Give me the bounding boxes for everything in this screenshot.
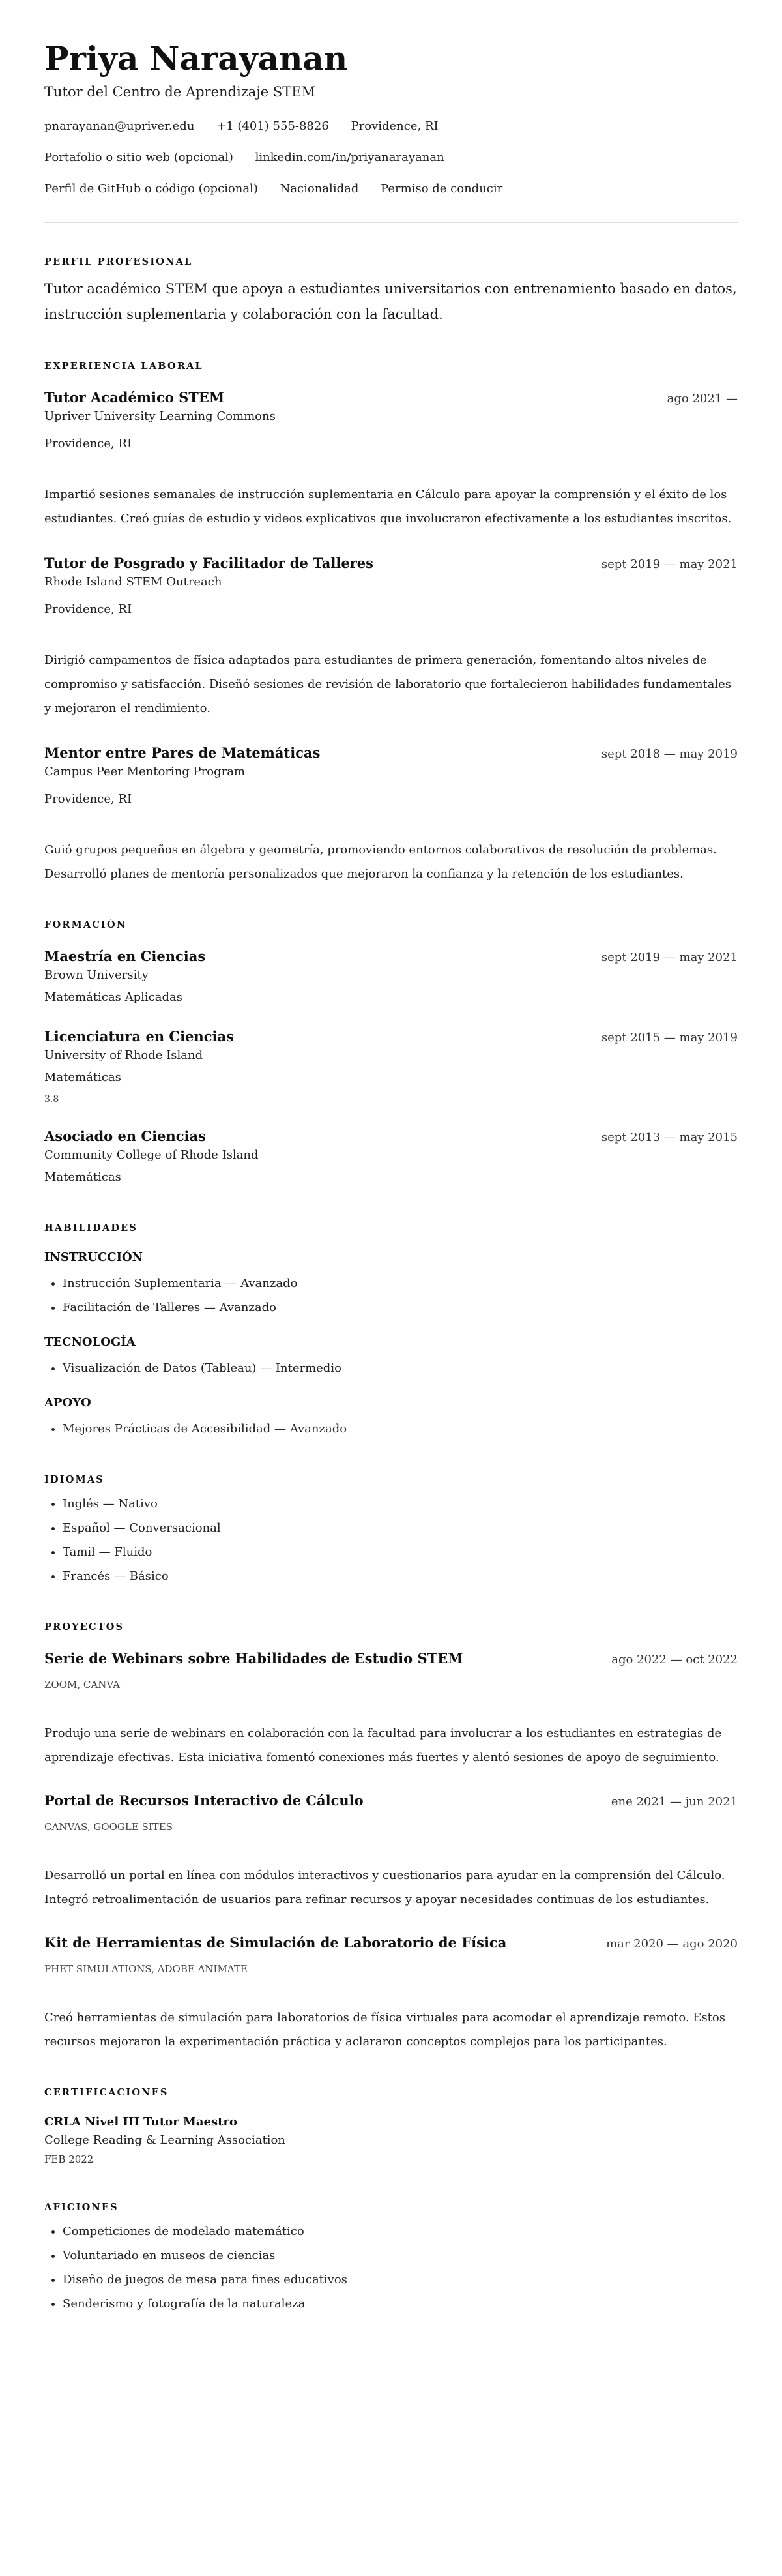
summary-section: [44, 256, 738, 327]
portfolio-link[interactable]: Portafolio o sitio web (opcional): [44, 151, 233, 164]
cert-date: FEB 2022: [44, 2154, 94, 2165]
project-description: Desarrolló un portal en línea con módulos interactivos y cuestionarios para ayudar en la comprensión del Cálculo. Integró retroalimentación de usuarios para refinar recursos y apoyar necesidades continuas de los estudiantes.: [44, 1869, 725, 1906]
hobby-item: • Competiciones de modelado matemático: [63, 2219, 738, 2243]
job-title: Tutor de Posgrado y Facilitador de Talleres: [44, 555, 373, 571]
degree-title: Licenciatura en Ciencias: [44, 1028, 234, 1044]
job-title: Mentor entre Pares de Matemáticas: [44, 745, 321, 761]
phone-number[interactable]: +1 (401) 555-8826: [216, 119, 329, 133]
skill-item: • Mejores Prácticas de Accesibilidad — Avanzado: [63, 1417, 738, 1441]
nationality: Nacionalidad: [280, 182, 359, 196]
school-name: University of Rhode Island: [44, 1048, 203, 1062]
degree-header: [44, 1028, 738, 1046]
degree-title: Maestría en Ciencias: [44, 948, 206, 964]
skill-list: [44, 1417, 738, 1441]
project-technologies: ZOOM, CANVA: [44, 1679, 120, 1691]
project-header: [44, 1934, 738, 1952]
skill-category: INSTRUCCIÓN: [44, 1251, 143, 1264]
project-technologies: CANVAS, GOOGLE SITES: [44, 1821, 173, 1833]
language-item: • Inglés — Nativo: [63, 1492, 738, 1516]
job-dates: sept 2018 — may 2019: [601, 747, 738, 761]
degree-title: Asociado en Ciencias: [44, 1128, 206, 1144]
project-dates: ago 2022 — oct 2022: [611, 1653, 738, 1666]
project-entry: [44, 1934, 738, 2054]
job-header: [44, 744, 738, 762]
hobby-item: • Diseño de juegos de mesa para fines educativos: [63, 2268, 738, 2292]
section-heading: CERTIFICACIONES: [44, 2087, 169, 2098]
job-title: Tutor Académico STEM: [44, 389, 225, 406]
degree-header: [44, 1127, 738, 1146]
contact-row: [44, 181, 738, 197]
degree-dates: sept 2019 — may 2021: [601, 951, 738, 964]
field-of-study: Matemáticas Aplicadas: [44, 990, 182, 1004]
resume-header: [44, 38, 738, 197]
job-company: Rhode Island STEM Outreach: [44, 575, 222, 589]
education-section: [44, 919, 738, 1189]
skill-item: • Facilitación de Talleres — Avanzado: [63, 1295, 738, 1320]
languages-list: [44, 1492, 738, 1588]
degree-dates: sept 2015 — may 2019: [601, 1031, 738, 1044]
language-item: • Tamil — Fluido: [63, 1540, 738, 1564]
language-item: • Español — Conversacional: [63, 1516, 738, 1540]
candidate-title: Tutor del Centro de Aprendizaje STEM: [44, 84, 316, 100]
job-entry: [44, 389, 738, 531]
job-company: Upriver University Learning Commons: [44, 409, 276, 423]
school-name: Community College of Rhode Island: [44, 1148, 259, 1162]
field-of-study: Matemáticas: [44, 1170, 121, 1184]
job-dates: sept 2019 — may 2021: [601, 557, 738, 571]
degree-header: [44, 947, 738, 966]
section-heading: AFICIONES: [44, 2202, 119, 2213]
job-entry: [44, 744, 738, 886]
project-title: Kit de Herramientas de Simulación de Laboratorio de Física: [44, 1934, 507, 1951]
hobby-item: • Voluntariado en museos de ciencias: [63, 2243, 738, 2268]
candidate-name: Priya Narayanan: [44, 39, 348, 78]
contact-row: [44, 150, 738, 166]
section-heading: PROYECTOS: [44, 1621, 124, 1633]
project-description: Produjo una serie de webinars en colaboración con la facultad para involucrar a los estudiantes en estrategias de aprendizaje efectivas. Esta iniciativa fomentó conexiones más fuertes y alentó sesiones de apoyo de seguimiento.: [44, 1726, 722, 1764]
school-name: Brown University: [44, 968, 149, 982]
section-heading: PERFIL PROFESIONAL: [44, 256, 193, 267]
projects-section: [44, 1621, 738, 2054]
project-header: [44, 1792, 738, 1810]
job-dates: ago 2021 —: [667, 392, 738, 406]
summary-text: Tutor académico STEM que apoya a estudiantes universitarios con entrenamiento basado en datos, instrucción suplementaria y colaboración con la facultad.: [44, 281, 737, 322]
header-divider: [44, 222, 738, 223]
cert-issuer: College Reading & Learning Association: [44, 2133, 285, 2147]
skill-list: [44, 1356, 738, 1380]
job-location: Providence, RI: [44, 602, 132, 616]
job-header: [44, 554, 738, 572]
job-company: Campus Peer Mentoring Program: [44, 765, 246, 778]
job-description: Dirigió campamentos de física adaptados para estudiantes de primera generación, fomentando altos niveles de compromiso y satisfacción. Diseñó sesiones de revisión de laboratorio que fortalecieron habilidades fundamentales y mejoraron el rendimiento.: [44, 653, 732, 715]
certifications-section: [44, 2086, 738, 2169]
experience-section: [44, 360, 738, 886]
project-technologies: PHET SIMULATIONS, ADOBE ANIMATE: [44, 1963, 248, 1975]
job-description: Impartió sesiones semanales de instrucción suplementaria en Cálculo para apoyar la comprensión y el éxito de los estudiantes. Creó guías de estudio y videos explicativos que involucraron efectivamente a los estudiantes inscritos.: [44, 488, 732, 526]
driving-license: Permiso de conducir: [381, 182, 503, 196]
hobbies-list: [44, 2219, 738, 2316]
education-entry: [44, 947, 738, 1009]
cert-title: CRLA Nivel III Tutor Maestro: [44, 2115, 237, 2129]
job-description: Guió grupos pequeños en álgebra y geometría, promoviendo entornos colaborativos de resolución de problemas. Desarrolló planes de mentoría personalizados que mejoraron la confianza y la retención de los estudiantes.: [44, 843, 717, 881]
skill-category: TECNOLOGÍA: [44, 1335, 136, 1349]
languages-section: [44, 1473, 738, 1588]
language-item: • Francés — Básico: [63, 1564, 738, 1588]
project-dates: mar 2020 — ago 2020: [606, 1937, 738, 1951]
skill-list: [44, 1271, 738, 1320]
skill-item: • Instrucción Suplementaria — Avanzado: [63, 1271, 738, 1295]
section-heading: IDIOMAS: [44, 1474, 104, 1485]
github-link[interactable]: Perfil de GitHub o código (opcional): [44, 182, 258, 196]
education-entry: [44, 1127, 738, 1189]
field-of-study: Matemáticas: [44, 1071, 121, 1084]
skill-category: APOYO: [44, 1396, 91, 1410]
project-entry: [44, 1650, 738, 1769]
skills-section: [44, 1222, 738, 1441]
job-header: [44, 389, 738, 407]
project-header: [44, 1650, 738, 1668]
job-entry: [44, 554, 738, 720]
project-description: Creó herramientas de simulación para laboratorios de física virtuales para acomodar el aprendizaje remoto. Estos recursos mejoraron la experimentación práctica y aclararon conceptos complejos para los participantes.: [44, 2011, 725, 2049]
hobby-item: • Senderismo y fotografía de la naturaleza: [63, 2292, 738, 2316]
project-title: Portal de Recursos Interactivo de Cálculo: [44, 1792, 364, 1809]
section-heading: EXPERIENCIA LABORAL: [44, 361, 203, 372]
gpa: 3.8: [44, 1094, 59, 1104]
education-entry: [44, 1028, 738, 1109]
skill-item: • Visualización de Datos (Tableau) — Intermedio: [63, 1356, 738, 1380]
location: Providence, RI: [351, 119, 439, 133]
linkedin-link[interactable]: linkedin.com/in/priyanarayanan: [255, 151, 444, 164]
hobbies-section: [44, 2201, 738, 2316]
section-heading: HABILIDADES: [44, 1222, 138, 1234]
contact-row: [44, 119, 738, 134]
project-title: Serie de Webinars sobre Habilidades de Estudio STEM: [44, 1650, 463, 1666]
job-location: Providence, RI: [44, 792, 132, 806]
project-entry: [44, 1792, 738, 1912]
job-location: Providence, RI: [44, 437, 132, 451]
degree-dates: sept 2013 — may 2015: [601, 1131, 738, 1144]
project-dates: ene 2021 — jun 2021: [611, 1795, 738, 1809]
email-link[interactable]: pnarayanan@upriver.edu: [44, 119, 195, 133]
section-heading: FORMACIÓN: [44, 919, 127, 930]
